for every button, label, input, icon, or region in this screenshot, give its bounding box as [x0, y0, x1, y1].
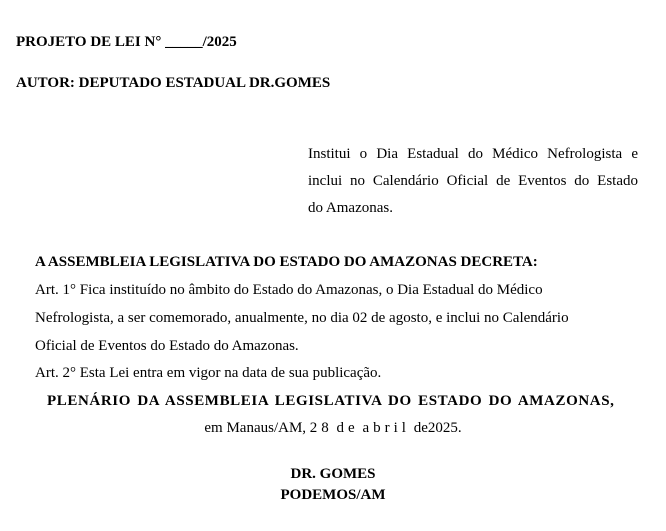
signer-party: PODEMOS/AM [280, 487, 386, 503]
date-prefix: em Manaus/AM, [204, 420, 307, 436]
date-de: de [413, 420, 428, 436]
article-1-line: Art. 1° Fica instituído no âmbito do Estado do Amazonas, o Dia Estadual do Médico [35, 282, 543, 298]
project-heading: PROJETO DE LEI N° _____/2025 [16, 34, 237, 50]
date-de: de [336, 420, 359, 436]
ementa-line: do Amazonas. [308, 200, 393, 216]
decreta-heading: A ASSEMBLEIA LEGISLATIVA DO ESTADO DO AMAZONAS DECRETA: [35, 254, 538, 270]
date-line [0, 420, 666, 437]
date-month: abril [362, 420, 410, 436]
plenario-heading: PLENÁRIO DA ASSEMBLEIA LEGISLATIVA DO ESTADO DO AMAZONAS, [47, 393, 615, 409]
author-heading: AUTOR: DEPUTADO ESTADUAL DR.GOMES [16, 75, 331, 91]
date-year: 2025. [427, 420, 462, 436]
article-2: Art. 2° Esta Lei entra em vigor na data de sua publicação. [35, 365, 382, 381]
article-1-line: Oficial de Eventos do Estado do Amazonas. [35, 338, 299, 354]
ementa-line: Institui o Dia Estadual do Médico Nefrologista e [308, 146, 638, 162]
signer-name: DR. GOMES [290, 466, 376, 482]
article-1-line: Nefrologista, a ser comemorado, anualmente, no dia 02 de agosto, e inclui no Calendário [35, 310, 569, 326]
date-day: 28 [309, 420, 333, 436]
ementa-line: inclui no Calendário Oficial de Eventos do Estado [308, 173, 638, 189]
